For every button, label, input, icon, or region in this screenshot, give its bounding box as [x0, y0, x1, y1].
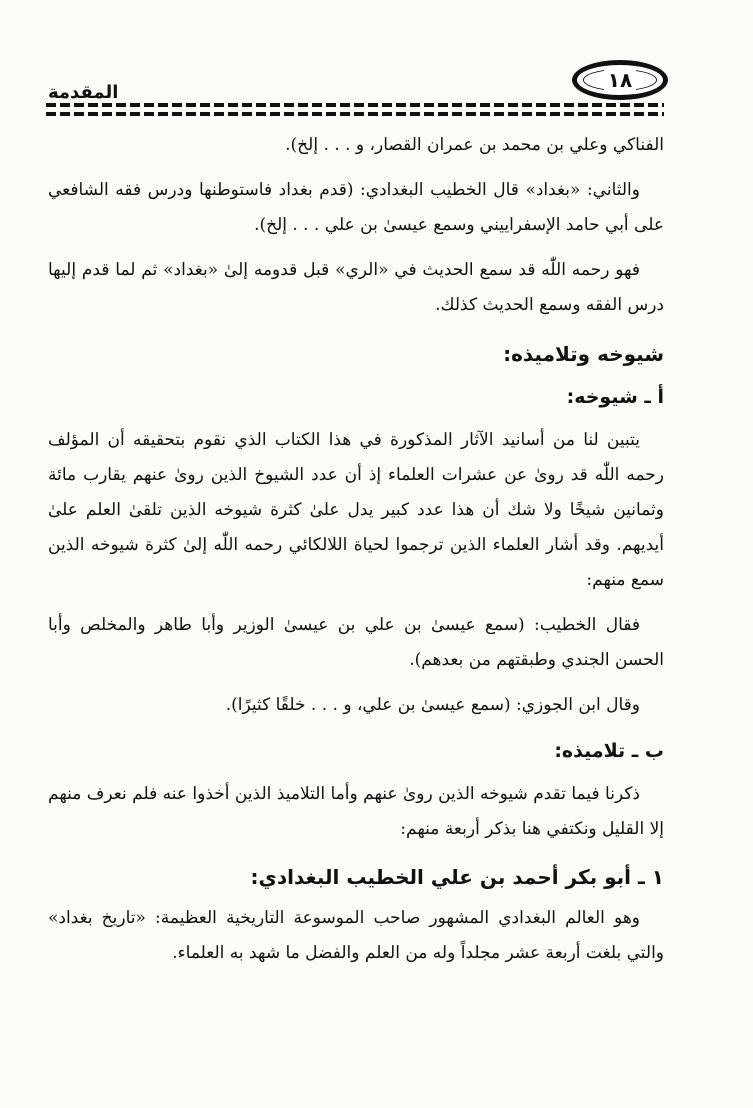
- page-body: [48, 128, 664, 981]
- paragraph-students-intro: ذكرنا فيما تقدم شيوخه الذين روىٰ عنهم وأما التلاميذ الذين أخذوا عنه فلم نعرف منهم إلا القليل ونكتفي هنا بذكر أربعة منهم:: [48, 784, 664, 839]
- running-header-title: المقدمة: [48, 82, 119, 103]
- subheading-students: ب ـ تلاميذه:: [554, 740, 664, 762]
- header-divider-top: [46, 103, 664, 107]
- paragraph-second-source: والثاني: «بغداد» قال الخطيب البغدادي: (قدم بغداد فاستوطنها ودرس فقه الشافعي على أبي حامد الإسفراييني وسمع عيسىٰ بن علي . . . إلخ).: [48, 180, 664, 235]
- header-divider-bottom: [46, 112, 664, 116]
- paragraph-ibn-jawzi-quote: وقال ابن الجوزي: (سمع عيسىٰ بن علي، و . . . خلقًا كثيرًا).: [225, 695, 640, 715]
- paragraph-continuation: الفناكي وعلي بن محمد بن عمران القصار، و . . . إلخ).: [285, 135, 664, 155]
- section-heading-teachers-students: شيوخه وتلاميذه:: [503, 342, 664, 366]
- page-number: ١٨: [604, 68, 636, 92]
- page-number-badge: [572, 60, 668, 100]
- paragraph-khatib-quote: فقال الخطيب: (سمع عيسىٰ بن علي بن عيسىٰ الوزير وأبا طاهر والمخلص وأبا الحسن الجندي وطبقتهم من بعدهم).: [48, 615, 664, 670]
- student-heading-khatib: ١ ـ أبو بكر أحمد بن علي الخطيب البغدادي:: [250, 865, 664, 889]
- paragraph-teachers-intro: يتبين لنا من أسانيد الآثار المذكورة في هذا الكتاب الذي نقوم بتحقيقه أن المؤلف رحمه اللّٰه قد روىٰ عن عشرات العلماء إذ أن عدد الشيوخ الذين روىٰ عنهم يقارب مائة وثمانين شيخًا ولا شك أن هذا عدد كبير يدل علىٰ كثرة شيوخه الذين تلقىٰ العلم علىٰ أيديهم. وقد أشار العلماء الذين ترجموا لحياة اللالكائي رحمه اللّٰه إلىٰ كثرة شيوخه الذين سمع منهم:: [48, 430, 664, 590]
- paragraph-summary: فهو رحمه اللّٰه قد سمع الحديث في «الري» قبل قدومه إلىٰ «بغداد» ثم لما قدم إليها درس الفقه وسمع الحديث كذلك.: [48, 260, 664, 315]
- paragraph-khatib-bio: وهو العالم البغدادي المشهور صاحب الموسوعة التاريخية العظيمة: «تاريخ بغداد» والتي بلغت أربعة عشر مجلداً وله من العلم والفضل ما شهد به العلماء.: [48, 908, 664, 963]
- subheading-teachers: أ ـ شيوخه:: [566, 386, 664, 408]
